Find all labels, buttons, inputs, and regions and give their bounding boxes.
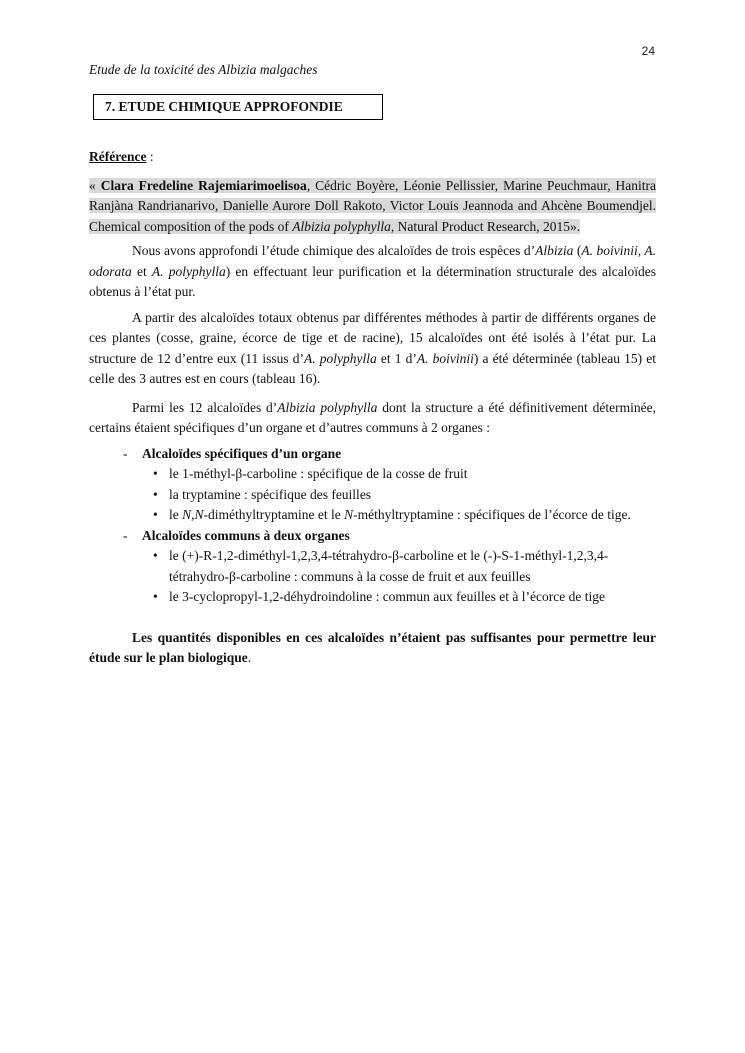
item-italic: N,N (182, 507, 204, 522)
paragraph-study-scope (89, 241, 656, 303)
page-number: 24 (641, 44, 655, 58)
conclusion-paragraph (89, 628, 656, 669)
p1-text-1: Nous avons approfondi l’étude chimique des alcaloïdes de trois espèces d’ (132, 243, 536, 258)
p1-text-4: ) en effectuant leur purification et la détermination structurale des alcaloïdes obtenus à l’état pur. (89, 263, 657, 299)
p3-species: Albizia polyphylla (277, 399, 378, 415)
citation-authors: , Cédric Boyère, Léonie Pellissier, Marine Peuchmaur, Hanitra Ranjàna Randrianarivo, Danielle Aurore Doll Rakoto, Victor Louis Jeannoda and Ahcène Boumendjel. Chemical composition of the pods of (89, 177, 657, 234)
paragraph-isolation (89, 308, 656, 390)
p3-text-1: Parmi les 12 alcaloïdes d’ (132, 399, 278, 415)
p3-text-2: dont la structure a été définitivement déterminée, certains étaient spécifiques d’un organe et d’autres communs à 2 organes : (89, 399, 656, 435)
p2-species-2: A. boivinii (416, 350, 474, 366)
reference-citation (89, 176, 656, 238)
conclusion-text: Les quantités disponibles en ces alcaloïdes n’étaient pas suffisantes pour permettre leur étude sur le plan biologique (89, 629, 656, 665)
group-common (123, 526, 656, 608)
p1-species-1: A. boivinii, A. odorata (89, 243, 656, 279)
conclusion-period: . (247, 650, 252, 665)
item-text: le (169, 507, 183, 522)
p2-species-1: A. polyphylla (304, 350, 377, 366)
list-item: • la tryptamine : spécifique des feuilles (151, 485, 656, 506)
paragraph-structures (89, 398, 656, 439)
reference-heading (89, 147, 656, 168)
item-text: -diméthyltryptamine et le (203, 507, 345, 522)
citation-open-quote: « (89, 177, 101, 193)
p2-text-2: et 1 d’ (376, 350, 417, 366)
group-specific-list (142, 464, 656, 526)
item-italic: N (344, 507, 354, 522)
dash-marker: - (123, 445, 128, 461)
p2-text-3: ) a été déterminée (tableau 15) et celle des 3 autres est en cours (tableau 16). (89, 350, 656, 386)
list-item (151, 505, 656, 526)
list-item: • le 3-cyclopropyl-1,2-déhydroindoline : commun aux feuilles et à l’écorce de tige (151, 587, 656, 608)
citation-lead-author: Clara Fredeline Rajemiarimoelisoa (100, 177, 307, 193)
list-item: • le 1-méthyl-β-carboline : spécifique de la cosse de fruit (151, 464, 656, 485)
list-item: • le (+)-R-1,2-diméthyl-1,2,3,4-tétrahydro-β-carboline et le (-)-S-1-méthyl-1,2,3,4-tétrahydro-β-carboline : communs à la cosse de fruit et aux feuilles (151, 546, 656, 587)
group-common-title: Alcaloïdes communs à deux organes (142, 527, 350, 543)
reference-label: Référence (89, 149, 147, 164)
group-specific (123, 444, 656, 526)
section-title: 7. ETUDE CHIMIQUE APPROFONDIE (93, 94, 383, 120)
citation-species: Albizia polyphylla (292, 218, 391, 234)
item-text: -méthyltryptamine : spécifiques de l’écorce de tige. (353, 507, 631, 522)
alkaloid-groups (89, 444, 656, 608)
p1-species-2: A. polyphylla (151, 263, 226, 279)
running-header: Etude de la toxicité des Albizia malgaches (89, 62, 318, 77)
reference-label-suffix: : (146, 149, 154, 164)
p1-text-3: et (131, 263, 152, 279)
citation-tail: , Natural Product Research, 2015». (390, 218, 581, 234)
p1-text-2: ( (573, 243, 582, 258)
p1-genus: Albizia (535, 243, 574, 258)
group-specific-title: Alcaloïdes spécifiques d’un organe (142, 445, 342, 461)
group-common-list (142, 546, 656, 608)
document-body (89, 147, 656, 669)
p2-text-1: A partir des alcaloïdes totaux obtenus par différentes méthodes à partir de différents organes de ces plantes (cosse, graine, écorce de tige et de racine), 15 alcaloïdes ont été isolés à l’état pur. La structure de 12 d’entre eux (11 issus d’ (89, 309, 656, 366)
dash-marker: - (123, 527, 128, 543)
